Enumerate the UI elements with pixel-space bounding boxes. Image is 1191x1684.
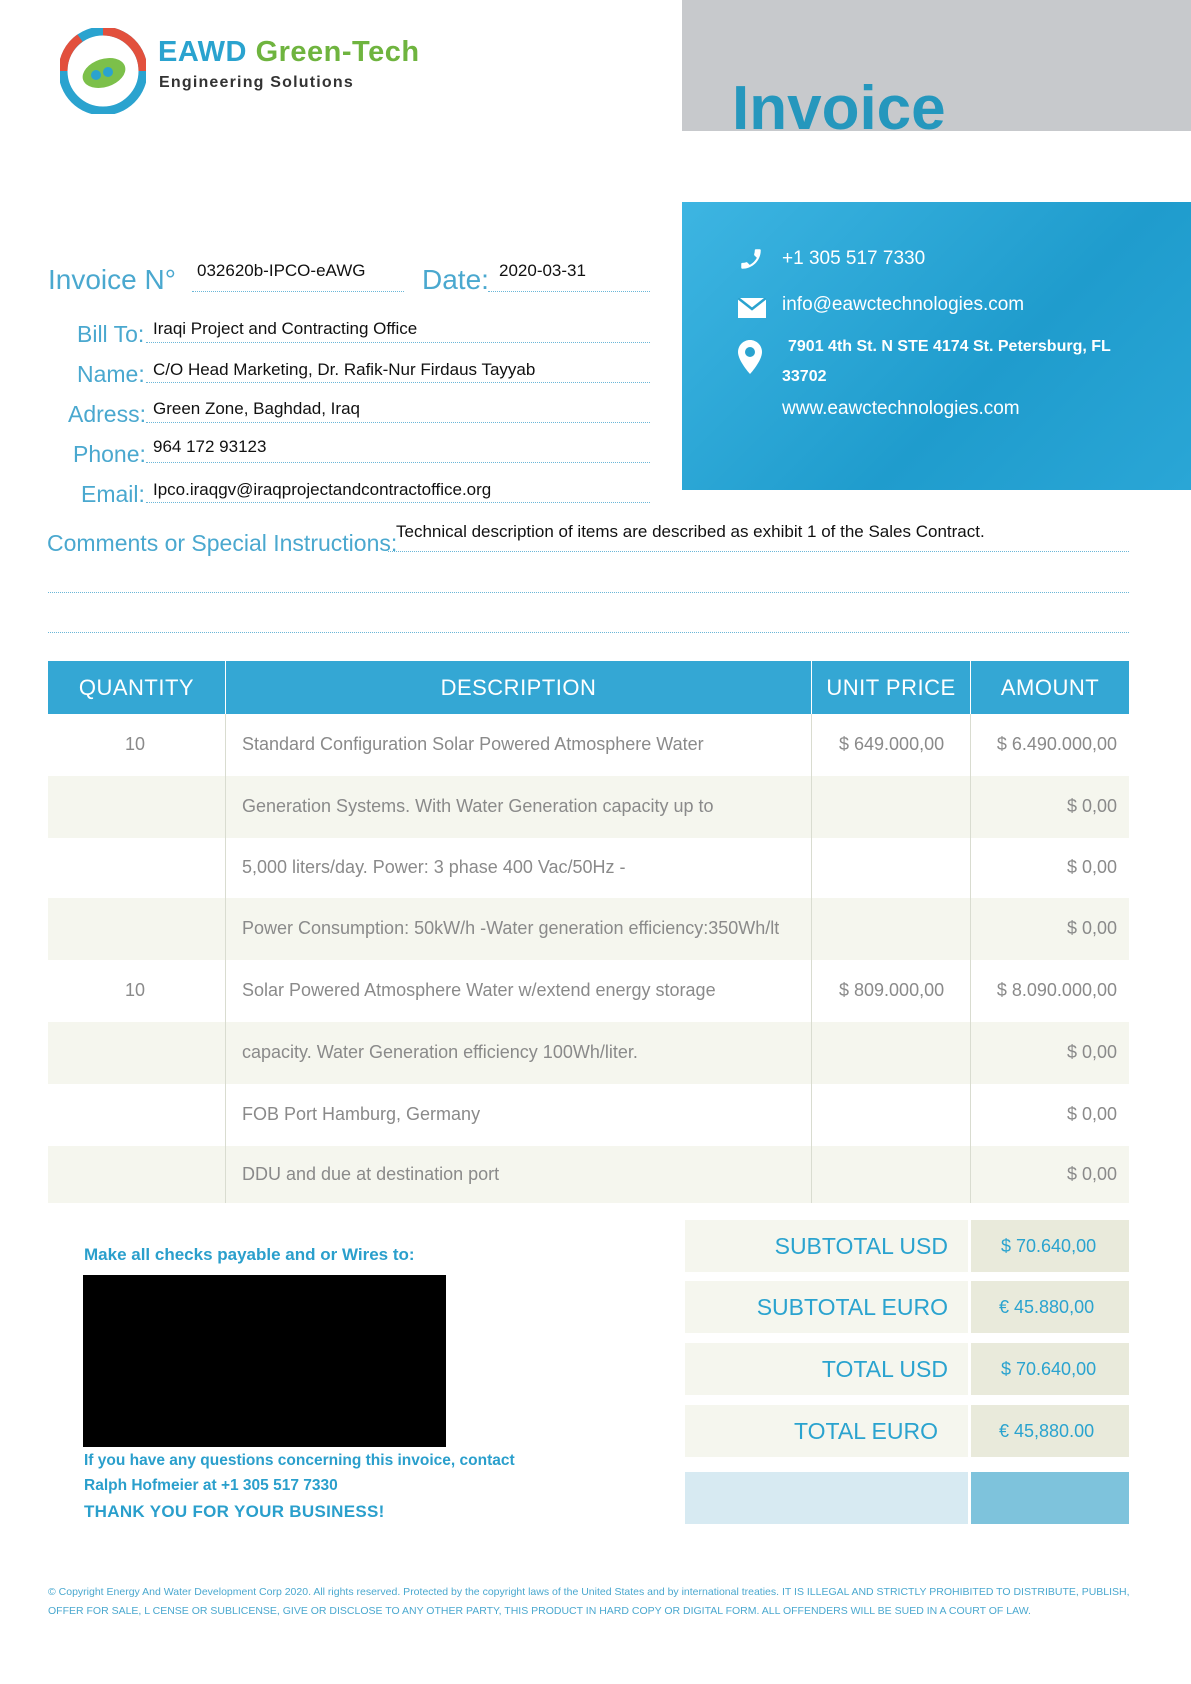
contact-website[interactable]: www.eawctechnologies.com: [782, 398, 1020, 419]
header-unit-price: UNIT PRICE: [826, 675, 956, 700]
bill-to-label: Bill To:: [77, 321, 145, 347]
cell-description: Power Consumption: 50kW/h -Water generation efficiency:350Wh/lt: [242, 918, 780, 938]
total-usd-label: TOTAL USD: [821, 1356, 948, 1382]
column-divider: [811, 1146, 812, 1203]
page-title: Invoice: [732, 74, 946, 143]
table-row: [48, 960, 1129, 1022]
column-divider: [225, 1084, 226, 1146]
cell-unit-price: $ 809.000,00: [839, 980, 945, 1000]
cell-description: DDU and due at destination port: [242, 1163, 500, 1184]
grand-total-label-box: [685, 1472, 968, 1524]
bill-to-value: Iraqi Project and Contracting Office: [153, 319, 418, 338]
email-value: Ipco.iraqgv@iraqprojectandcontractoffice.org: [153, 480, 492, 499]
header-quantity: QUANTITY: [78, 675, 195, 700]
grand-total-value-box: [971, 1472, 1129, 1524]
subtotal-usd-value: $ 70.640,00: [1001, 1236, 1097, 1256]
subtotal-euro-value-box: [971, 1281, 1129, 1333]
total-euro-label-box: [685, 1405, 968, 1457]
comments-line-2: [48, 592, 1129, 593]
contact-address-line1: 7901 4th St. N STE 4174 St. Petersburg, FL: [788, 338, 1111, 355]
address-value: Green Zone, Baghdad, Iraq: [153, 399, 360, 418]
date-label: Date:: [422, 264, 489, 295]
cell-quantity: 10: [125, 980, 146, 1000]
contact-phone: +1 305 517 7330: [782, 248, 926, 269]
header-description: DESCRIPTION: [440, 675, 597, 700]
column-divider: [225, 776, 226, 838]
column-divider: [970, 776, 971, 838]
thank-you: THANK YOU FOR YOUR BUSINESS!: [84, 1502, 385, 1521]
invoice-no-label: Invoice N°: [48, 264, 176, 295]
column-divider: [811, 960, 812, 1022]
column-divider: [225, 898, 226, 960]
table-header: [48, 661, 1129, 714]
table-row: [48, 838, 1129, 898]
email-line: [146, 502, 650, 503]
column-divider: [811, 898, 812, 960]
cell-quantity: 10: [125, 734, 146, 754]
table-row: [48, 1084, 1129, 1146]
header-amount: AMOUNT: [1000, 675, 1100, 700]
cell-amount: $ 8.090.000,00: [996, 980, 1117, 1000]
company-name: EAWD Green-Tech: [158, 36, 420, 68]
cell-description: 5,000 liters/day. Power: 3 phase 400 Vac/50Hz -: [242, 857, 626, 877]
subtotal-euro-label-box: [685, 1281, 968, 1333]
column-divider: [225, 960, 226, 1022]
name-line: [146, 382, 650, 383]
column-divider: [970, 1146, 971, 1203]
column-divider: [811, 1022, 812, 1084]
column-divider: [970, 838, 971, 898]
comments-value: Technical description of items are described as exhibit 1 of the Sales Contract.: [396, 522, 985, 541]
column-divider: [970, 714, 971, 776]
table-row: [48, 776, 1129, 838]
table-row: [48, 1022, 1129, 1084]
redacted-block: [83, 1275, 446, 1447]
cell-description: Solar Powered Atmosphere Water w/extend energy storage: [242, 980, 716, 1000]
column-divider: [970, 1084, 971, 1146]
subtotal-usd-label-box: [685, 1220, 968, 1272]
cell-amount: $ 0,00: [1066, 1104, 1117, 1124]
column-divider: [811, 776, 812, 838]
phone-line: [146, 462, 650, 463]
questions-line-1: If you have any questions concerning this invoice, contact: [84, 1452, 515, 1469]
column-divider: [225, 714, 226, 776]
company-logo: [60, 28, 146, 114]
email-label: Email:: [81, 481, 145, 507]
column-divider: [970, 1022, 971, 1084]
column-divider: [811, 838, 812, 898]
bill-to-line: [146, 342, 650, 343]
company-tagline: Engineering Solutions: [159, 74, 354, 91]
cell-amount: $ 0,00: [1066, 1163, 1117, 1184]
column-divider: [970, 898, 971, 960]
copyright-notice: © Copyright Energy And Water Development Corp 2020. All rights reserved. Protected by the copyright laws of the United States and by international treaties. IT IS ILLEGAL AND STRICTLY PROHIBITED TO DISTRIBUTE, PUBLISH, OFFER FOR SALE, L CENSE OR SUBLICENSE, GIVE OR DISCLOSE TO ANY OTHER PARTY, THIS PRODUCT IN HARD COPY OR DIGITAL FORM. ALL OFFENDERS WILL BE SUED IN A COURT OF LAW.: [48, 1586, 1130, 1617]
location-pin-icon: [738, 340, 762, 374]
name-label: Name:: [77, 361, 145, 387]
total-usd-label-box: [685, 1343, 968, 1395]
phone-value: 964 172 93123: [153, 437, 267, 456]
total-euro-value-box: [971, 1405, 1129, 1457]
total-euro-label: TOTAL EURO: [794, 1418, 938, 1444]
cell-amount: $ 0,00: [1066, 796, 1117, 816]
cell-amount: $ 0,00: [1066, 857, 1117, 877]
column-divider: [225, 1146, 226, 1203]
questions-line-2: Ralph Hofmeier at +1 305 517 7330: [84, 1477, 338, 1494]
cell-amount: $ 0,00: [1066, 918, 1117, 938]
date-line: [488, 291, 650, 292]
subtotal-usd-value-box: [971, 1220, 1129, 1272]
cell-description: Generation Systems. With Water Generation capacity up to: [242, 796, 714, 816]
invoice-no-line: [192, 291, 404, 292]
contact-email: info@eawctechnologies.com: [782, 294, 1025, 315]
cell-amount: $ 0,00: [1066, 1042, 1117, 1062]
total-usd-value: $ 70.640,00: [1001, 1359, 1097, 1379]
total-usd-value-box: [971, 1343, 1129, 1395]
date-value: 2020-03-31: [499, 261, 586, 280]
column-divider: [811, 1084, 812, 1146]
table-row: [48, 714, 1129, 776]
cell-description: FOB Port Hamburg, Germany: [242, 1104, 481, 1124]
subtotal-usd-label: SUBTOTAL USD: [774, 1233, 948, 1259]
invoice-no-value: 032620b-IPCO-eAWG: [197, 261, 366, 280]
contact-box: [682, 202, 1191, 490]
column-divider: [811, 714, 812, 776]
table-row: [48, 1146, 1129, 1203]
column-divider: [970, 960, 971, 1022]
phone-icon: [738, 246, 764, 272]
mail-icon: [738, 298, 766, 318]
cell-description: Standard Configuration Solar Powered Atmosphere Water: [242, 734, 704, 754]
cell-amount: $ 6.490.000,00: [996, 734, 1117, 754]
column-divider: [225, 1022, 226, 1084]
cell-description: capacity. Water Generation efficiency 100Wh/liter.: [242, 1042, 638, 1062]
cell-unit-price: $ 649.000,00: [839, 734, 945, 754]
comments-line-3: [48, 632, 1129, 633]
address-label: Adress:: [68, 401, 146, 427]
contact-address-line2: 33702: [782, 368, 827, 385]
comments-line-1: [388, 551, 1129, 552]
address-line: [146, 422, 650, 423]
name-value: C/O Head Marketing, Dr. Rafik-Nur Firdaus Tayyab: [153, 360, 536, 379]
total-euro-value: € 45,880.00: [999, 1421, 1095, 1441]
column-divider: [225, 838, 226, 898]
payment-title: Make all checks payable and or Wires to:: [84, 1245, 415, 1264]
table-row: [48, 898, 1129, 960]
comments-label: Comments or Special Instructions:: [47, 530, 398, 556]
subtotal-euro-value: € 45.880,00: [999, 1297, 1095, 1317]
subtotal-euro-label: SUBTOTAL EURO: [756, 1294, 948, 1320]
phone-label: Phone:: [73, 441, 146, 467]
